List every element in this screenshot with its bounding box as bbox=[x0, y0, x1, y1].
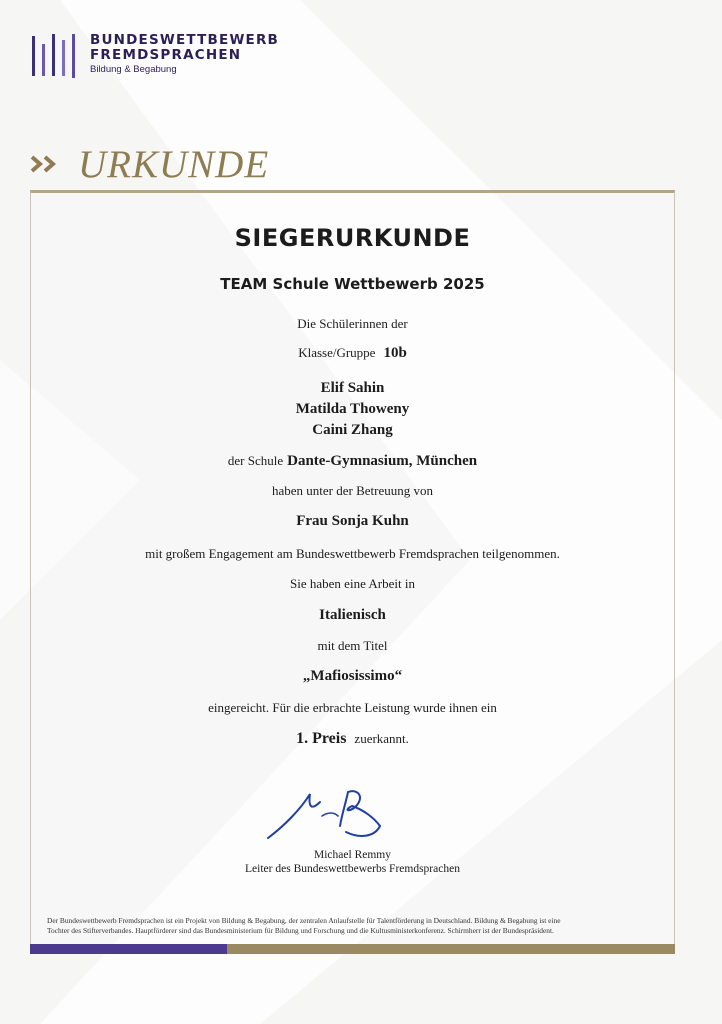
class-line bbox=[30, 344, 675, 362]
logo-line-2: FREMDSPRACHEN bbox=[90, 47, 242, 63]
brand-color-bar bbox=[30, 944, 675, 954]
school-line bbox=[30, 452, 675, 470]
logo-bars-icon bbox=[30, 34, 82, 78]
class-value: 10b bbox=[383, 345, 407, 361]
signatory-role: Leiter des Bundeswettbewerbs Fremdsprachen bbox=[245, 863, 460, 875]
prize-value: 1. Preis bbox=[296, 730, 347, 747]
brand-bar-purple bbox=[30, 944, 227, 954]
prize-line bbox=[30, 730, 675, 748]
student-name: Matilda Thoweny bbox=[295, 401, 410, 417]
school-value: Dante-Gymnasium, München bbox=[287, 453, 478, 469]
supervision-text: haben unter der Betreuung von bbox=[271, 483, 433, 498]
footer-line-1: Der Bundeswettbewerb Fremdsprachen ist ein Projekt von Bildung & Begabung, der zentralen Anlaufstelle für Talentförderung in Deutschland. Bildung & Begabung ist eine bbox=[47, 916, 561, 925]
supervisor-name: Frau Sonja Kuhn bbox=[296, 513, 409, 529]
document-type-title: URKUNDE bbox=[78, 143, 270, 186]
language-value: Italienisch bbox=[319, 607, 386, 623]
title-label: mit dem Titel bbox=[317, 638, 388, 653]
double-chevron-right-icon bbox=[30, 155, 64, 173]
school-label: der Schule bbox=[227, 453, 284, 468]
awarded-text: zuerkannt. bbox=[354, 731, 409, 746]
logo-subtitle: Bildung & Begabung bbox=[90, 64, 177, 75]
signature-image bbox=[262, 786, 392, 842]
student-name: Caini Zhang bbox=[312, 422, 393, 438]
certificate-heading: SIEGERURKUNDE bbox=[234, 224, 471, 252]
brand-bar-gold bbox=[227, 944, 675, 954]
footer-line-2: Tochter des Stifterverbandes. Hauptförderer sind das Bundesministerium für Bildung und Forschung und die Kultusministerkonferenz. Schirmherr ist der Bundespräsident. bbox=[47, 926, 554, 935]
work-text: Sie haben eine Arbeit in bbox=[290, 576, 415, 591]
work-title: „Mafiosissimo“ bbox=[302, 668, 403, 684]
signatory-name: Michael Remmy bbox=[314, 849, 391, 861]
intro-text: Die Schülerinnen der bbox=[297, 316, 408, 331]
class-label: Klasse/Gruppe bbox=[298, 345, 376, 360]
logo-line-1: BUNDESWETTBEWERB bbox=[90, 32, 280, 48]
footer-note bbox=[47, 916, 659, 936]
submitted-text: eingereicht. Für die erbrachte Leistung wurde ihnen ein bbox=[208, 700, 497, 715]
student-name: Elif Sahin bbox=[320, 380, 385, 396]
engagement-text: mit großem Engagement am Bundeswettbewerb Fremdsprachen teilgenommen. bbox=[145, 546, 560, 561]
competition-name: TEAM Schule Wettbewerb 2025 bbox=[220, 275, 485, 293]
